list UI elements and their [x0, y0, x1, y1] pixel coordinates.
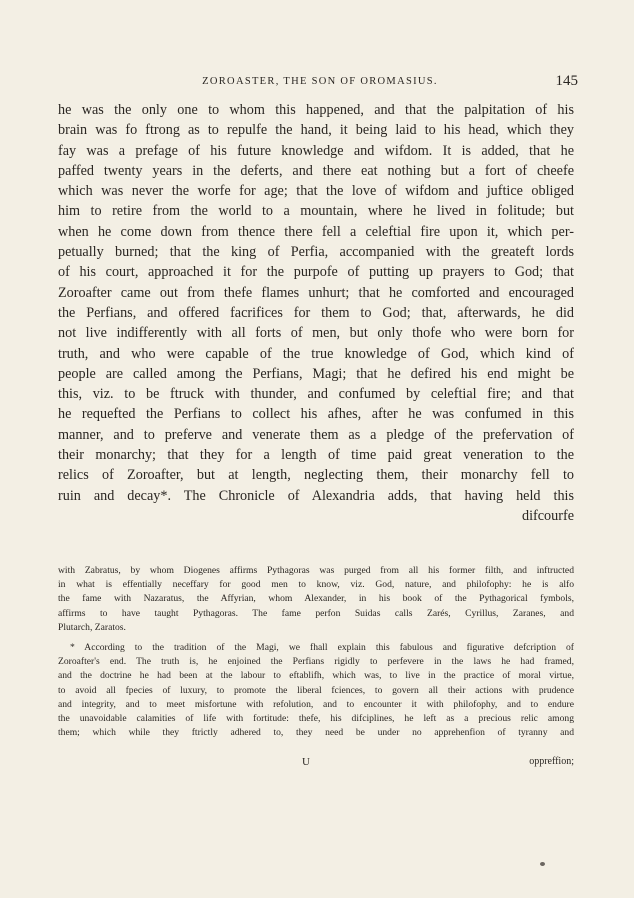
- text-line: fay was a prefage of his future knowledge and wifdom. It is added, that he: [58, 142, 574, 159]
- footnote-line: the fame with Nazaratus, the Affyrian, whom Alexander, in his book of the Pythagorical fymbols,: [58, 593, 574, 605]
- footnote-line: Plutarch, Zaratos.: [58, 621, 126, 633]
- catchword: difcourfe: [522, 507, 574, 524]
- running-title: ZOROASTER, THE SON OF OROMASIUS.: [202, 76, 438, 87]
- text-line: the Perfians, and offered facrifices for them to God; that, afterwards, he did: [58, 304, 574, 321]
- text-line: paffed twenty years in the deferts, and there eat nothing but a fort of cheefe: [58, 162, 574, 179]
- text-line: brain was fo ftrong as to repulfe the hand, it being laid to his head, which they: [58, 122, 574, 139]
- footnote-line: in what is effentially neceffary for good men to know, viz. God, nature, and philofophy: he is alfo: [58, 579, 574, 591]
- text-line: this, viz. to be ftruck with thunder, and confumed by celeftial fire; and that: [58, 386, 574, 403]
- text-line: he requefted the Perfians to collect his afhes, after he was confumed in this: [58, 406, 574, 423]
- text-line: ruin and decay*. The Chronicle of Alexandria adds, that having held this: [58, 487, 574, 504]
- footnote-line: the unavoidable calamities of life with fortitude: thefe, his difciplines, he left as a precious relic among: [58, 713, 574, 725]
- text-line: manner, and to preferve and venerate them as a pledge of the prefervation of: [58, 426, 574, 443]
- paper-speck: [540, 862, 545, 866]
- text-line: petually burned; that the king of Perfia, accompanied with the greateft lords: [58, 244, 574, 261]
- footnotes: [58, 564, 574, 740]
- footnote-line: with Zabratus, by whom Diogenes affirms Pythagoras was purged from all his former filth, and inftructed: [58, 565, 574, 576]
- text-line: relics of Zoroafter, but at length, neglecting them, their monarchy fell to: [58, 467, 574, 484]
- footnote-line: and integrity, and to meet misfortune with refolution, and to encounter it with philofophy, and to endure: [58, 698, 574, 710]
- text-line: of his court, approached it for the purpofe of putting up prayers to God; that: [58, 264, 574, 281]
- footnote-line: and the doctrine he had been at the labour to eftablifh, which was, to live in the practice of moral virtue,: [58, 670, 574, 682]
- page-number: 145: [555, 73, 578, 89]
- text-line: truth, and who were capable of the true knowledge of God, which kind of: [58, 345, 574, 362]
- footnote-line: to avoid all fpecies of luxury, to promote the liberal fciences, to govern all their actions with prudence: [58, 684, 574, 696]
- footnote-line: Zoroafter's end. The truth is, he enjoined the Perfians rigidly to perfevere in the laws he had framed,: [58, 656, 574, 668]
- text-line: him to retire from the world to a mountain, where he lived in folitude; but: [58, 203, 574, 220]
- text-line: not live indifferently with all forts of men, but only thofe who were born for: [58, 325, 574, 342]
- footnote-line: * According to the tradition of the Magi, we fhall explain this fabulous and figurative defcription of: [70, 642, 574, 654]
- text-line: people are called among the Perfians, Magi; that he defired his end might be: [58, 365, 574, 382]
- main-text: [58, 100, 574, 526]
- text-line: Zoroafter came out from thefe flames unhurt; that he comforted and encouraged: [58, 284, 574, 301]
- footnote-line: them; which while they ftrictly adhered to, they need be under no apprehenfion of tyranny and: [58, 727, 574, 739]
- footnote-catchword: oppreffion;: [529, 756, 574, 767]
- text-line: their monarchy; that they for a length of time paid great veneration to the: [58, 447, 574, 464]
- text-line: he was the only one to whom this happened, and that the palpitation of his: [58, 102, 574, 118]
- footnote-line: affirms to have taught Pythagoras. The fame perfon Suidas calls Zarés, Cyrillus, Zaranes, and: [58, 607, 574, 619]
- text-line: when he come down from thence there fell a celeftial fire upon it, which per-: [58, 223, 574, 240]
- signature-mark: U: [302, 756, 310, 768]
- text-line: which was never the worfe for age; that the love of wifdom and juftice obliged: [58, 183, 574, 200]
